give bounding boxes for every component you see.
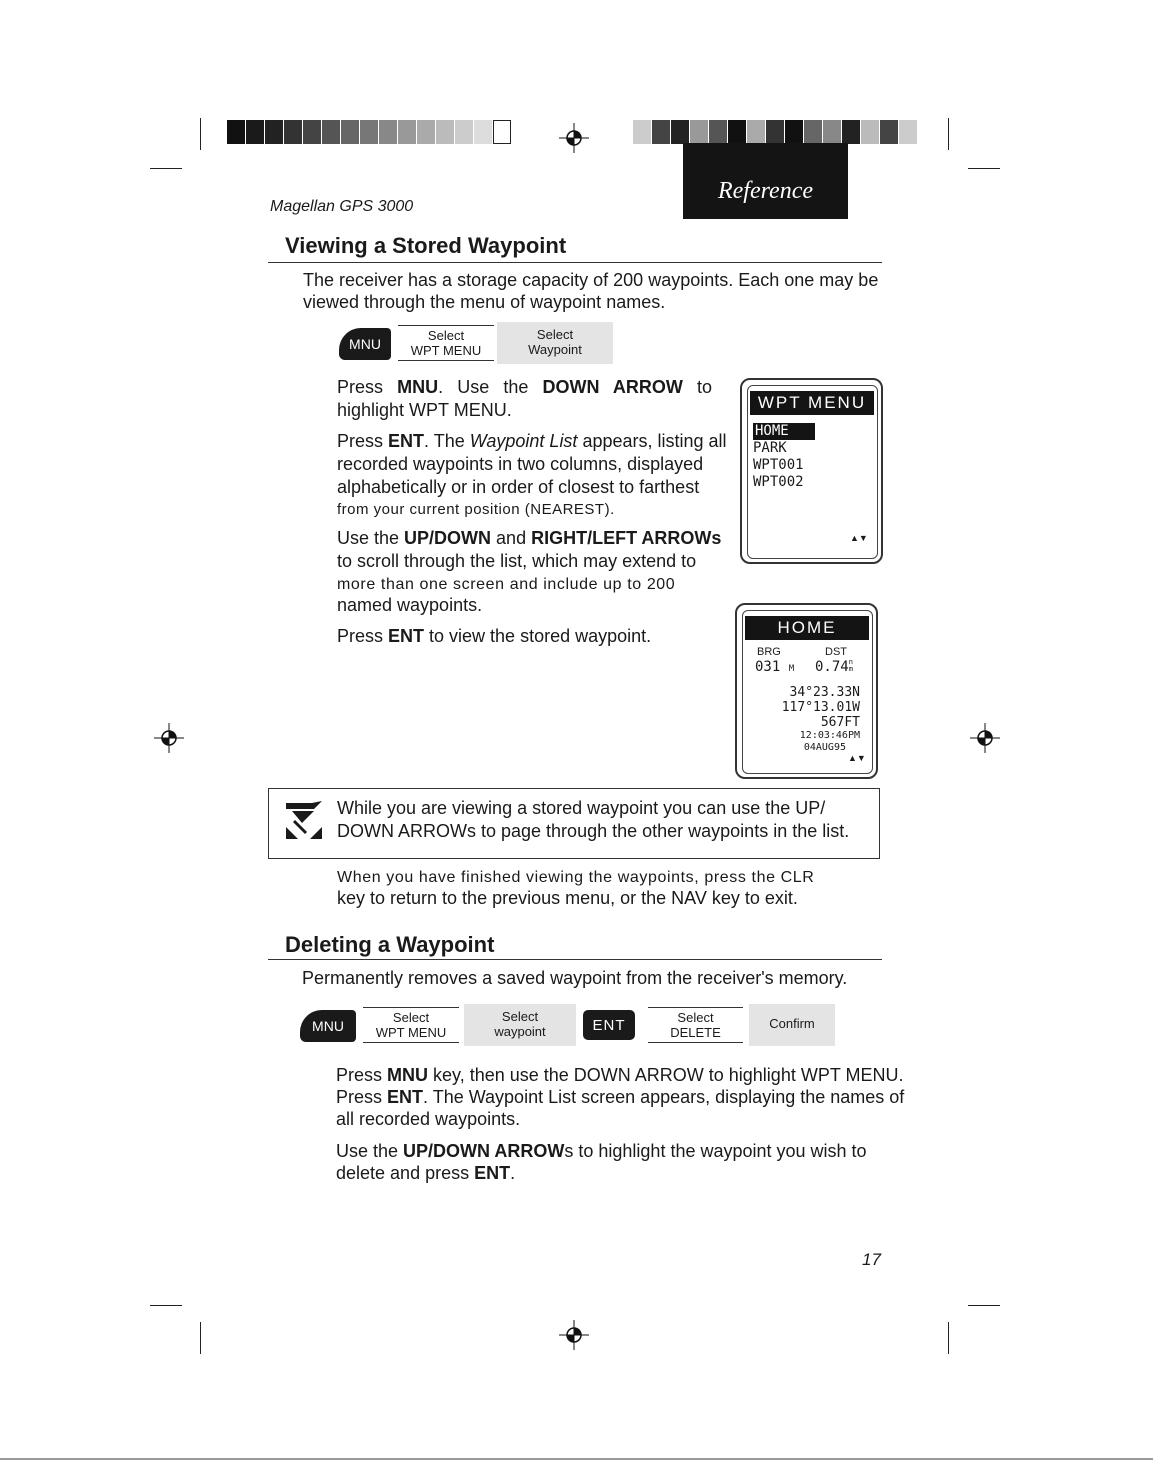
flow-step-select-wpt-menu: [363, 1007, 459, 1043]
finish-line1: When you have finished viewing the waypoints, press the CLR: [337, 869, 815, 886]
mnu-key-icon: [339, 328, 391, 360]
dst-number: 0.74: [815, 659, 849, 675]
section-title-deleting: Deleting a Waypoint: [285, 932, 495, 957]
page-number: 17: [862, 1250, 881, 1269]
crop-mark: [968, 168, 1000, 169]
registration-crosshair-icon: [970, 723, 1000, 753]
text-run: UP/DOWN ARROW: [403, 1141, 565, 1161]
position-readout: [782, 685, 860, 754]
header-model-name: Magellan GPS 3000: [270, 198, 414, 215]
screen-title: HOME: [745, 616, 869, 640]
deleting-p1-line1: [336, 1064, 904, 1087]
flow-step-select-delete: [648, 1007, 743, 1043]
mnu-key-label: MNU: [312, 1018, 344, 1034]
flow-step-line: Select: [501, 1009, 539, 1024]
flow-step-line: Select: [392, 1010, 430, 1025]
waypoint-item-selected[interactable]: HOME: [753, 423, 815, 440]
viewing-p3-line4: named waypoints.: [337, 595, 483, 615]
waypoint-item[interactable]: WPT002: [753, 474, 804, 490]
ent-key-icon: [583, 1010, 635, 1040]
screen-display: [747, 385, 878, 559]
viewing-p3-line3: more than one screen and include up to 200: [337, 576, 676, 593]
text-run: to view the stored waypoint.: [424, 626, 652, 646]
gps-screen-wpt-menu: [740, 378, 883, 564]
text-run: Press: [336, 1087, 388, 1107]
flow-step-line: Waypoint: [528, 342, 582, 357]
waypoint-item[interactable]: WPT001: [753, 457, 804, 473]
flow-step-select-wpt-menu: [398, 325, 494, 361]
gps-screen-home: [735, 603, 878, 779]
dst-value: [815, 659, 853, 675]
text-run: s to highlight the waypoint you wish to: [564, 1141, 867, 1161]
viewing-intro-line1: The receiver has a storage capacity of 200 waypoints. Each one may be: [303, 270, 879, 290]
waypoint-list: [753, 423, 815, 491]
text-run: Press: [337, 626, 389, 646]
text-run: and: [491, 528, 532, 548]
viewing-p2-line1: [337, 430, 727, 453]
text-run: ENT: [388, 431, 425, 451]
text-run: to: [682, 377, 713, 397]
crop-mark: [948, 1322, 949, 1354]
brg-label: BRG: [757, 646, 781, 658]
crop-mark: [200, 1322, 201, 1354]
text-run: MNU: [397, 377, 439, 397]
text-run: . The Waypoint List screen appears, displaying the names of: [423, 1087, 905, 1107]
viewing-p4: [337, 625, 651, 648]
text-run: Press: [337, 377, 398, 397]
text-run: appears, listing all: [577, 431, 727, 451]
text-run: Use the: [336, 1141, 404, 1161]
longitude: 117°13.01W: [781, 700, 860, 715]
section-tab-label: Reference: [717, 178, 814, 204]
text-run: ENT: [474, 1163, 511, 1183]
note-icon: [284, 799, 324, 841]
viewing-p3-line2: to scroll through the list, which may extend to: [337, 551, 697, 571]
viewing-p2-line2: recorded waypoints in two columns, displayed: [337, 454, 704, 474]
text-run: Waypoint List: [469, 431, 578, 451]
deleting-p2-line2: [336, 1162, 515, 1185]
flow-step-line: WPT MENU: [375, 1025, 447, 1040]
text-run: Press: [337, 431, 389, 451]
ent-key-label: ENT: [592, 1016, 626, 1034]
viewing-intro-line2: viewed through the menu of waypoint names.: [303, 292, 666, 312]
crop-mark: [150, 1305, 182, 1306]
crop-mark: [968, 1305, 1000, 1306]
scroll-arrows-icon: ▲▼: [850, 533, 868, 543]
section-rule: [268, 262, 882, 263]
flow-step-select-waypoint: [497, 322, 613, 364]
flow-step-line: Select: [677, 1010, 714, 1025]
text-run: Press: [336, 1065, 388, 1085]
dst-label: DST: [825, 646, 847, 658]
page-edge: [0, 1458, 1153, 1460]
text-run: Use the: [337, 528, 405, 548]
crop-mark: [150, 168, 182, 169]
finish-line2: key to return to the previous menu, or the NAV key to exit.: [337, 888, 798, 908]
text-run: .: [510, 1163, 516, 1183]
deleting-p2-line1: [336, 1140, 867, 1163]
deleting-intro: Permanently removes a saved waypoint from the receiver's memory.: [302, 968, 848, 988]
section-title-viewing: Viewing a Stored Waypoint: [285, 233, 567, 258]
screen-display: [742, 610, 873, 774]
text-run: ENT: [388, 626, 425, 646]
text-run: MNU: [387, 1065, 429, 1085]
text-run: ENT: [387, 1087, 424, 1107]
dst-unit-top: n: [848, 658, 853, 666]
text-run: UP/DOWN: [404, 528, 492, 548]
flow-step-line: Select: [427, 328, 465, 343]
flow-step-line: Select: [536, 327, 574, 342]
viewing-p1-line1: [337, 376, 712, 399]
altitude: 567FT: [820, 715, 860, 730]
scroll-arrows-icon: ▲▼: [848, 753, 866, 763]
text-run: DOWN ARROW: [542, 377, 683, 397]
brg-number: 031: [755, 659, 781, 675]
brg-value: [755, 659, 794, 675]
flow-step-confirm: Confirm: [749, 1004, 835, 1046]
text-run: RIGHT/LEFT ARROWs: [531, 528, 722, 548]
registration-crosshair-icon: [154, 723, 184, 753]
flow-step-line: DELETE: [670, 1025, 721, 1040]
waypoint-item[interactable]: PARK: [753, 440, 787, 456]
date: 04AUG95: [803, 742, 846, 753]
brg-unit: M: [788, 664, 795, 674]
section-rule: [268, 959, 882, 960]
registration-crosshair-icon: [559, 123, 589, 153]
registration-bar-right: [633, 120, 918, 144]
text-run: key, then use the DOWN ARROW to highlight WPT MENU.: [428, 1065, 904, 1085]
dst-unit-bottom: m: [848, 665, 853, 673]
text-run: . Use the: [438, 377, 543, 397]
latitude: 34°23.33N: [789, 685, 860, 700]
viewing-p3-line1: [337, 527, 721, 550]
text-run: delete and press: [336, 1163, 475, 1183]
deleting-p1-line2: [336, 1086, 904, 1109]
mnu-key-icon: [300, 1010, 356, 1042]
text-run: . The: [424, 431, 470, 451]
section-tab: [683, 143, 848, 219]
time: 12:03:46PM: [799, 730, 860, 741]
crop-mark: [948, 118, 949, 150]
note-line1: While you are viewing a stored waypoint you can use the UP/: [337, 798, 826, 818]
flow-step-line: WPT MENU: [410, 343, 482, 358]
registration-crosshair-icon: [559, 1320, 589, 1350]
crop-mark: [200, 118, 201, 150]
mnu-key-label: MNU: [349, 336, 381, 352]
viewing-p1-line2: highlight WPT MENU.: [337, 400, 512, 420]
viewing-p2-line3: alphabetically or in order of closest to farthest: [337, 477, 700, 497]
viewing-p2-line4: from your current position (NEAREST).: [337, 501, 615, 518]
note-line2: DOWN ARROWs to page through the other waypoints in the list.: [337, 821, 850, 841]
flow-step-line: waypoint: [494, 1024, 546, 1039]
flow-step-select-waypoint: [464, 1004, 576, 1046]
screen-title: WPT MENU: [750, 391, 874, 415]
registration-bar-left: [227, 120, 512, 144]
deleting-p1-line3: all recorded waypoints.: [336, 1109, 521, 1129]
